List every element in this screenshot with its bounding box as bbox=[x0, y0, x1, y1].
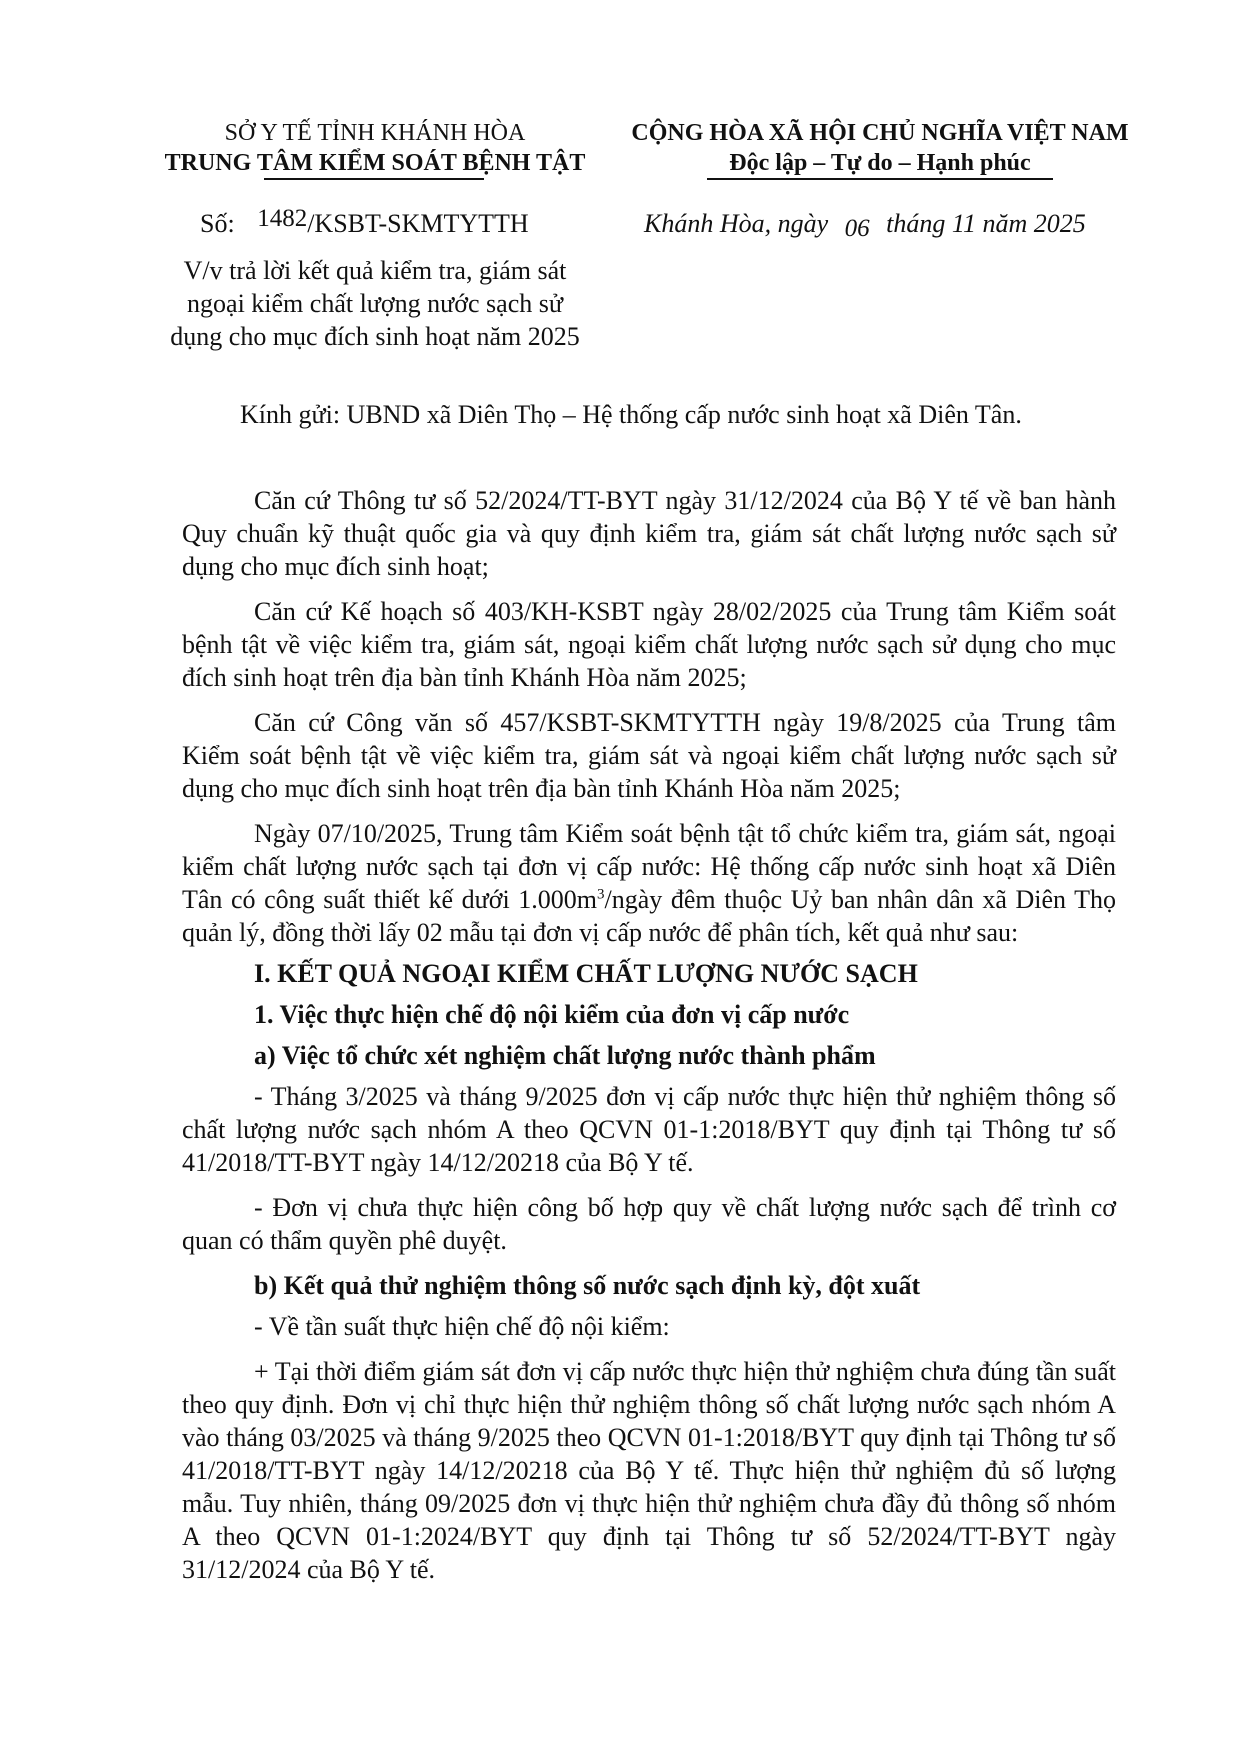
paragraph-legal-basis-2: Căn cứ Kế hoạch số 403/KH-KSBT ngày 28/02/2025 của Trung tâm Kiểm soát bệnh tật về việc kiểm tra, giám sát, ngoại kiểm chất lượng nước sạch sử dụng cho mục đích sinh hoạt trên địa bàn tỉnh Khánh Hòa năm 2025; bbox=[182, 597, 1116, 692]
national-title: CỘNG HÒA XÃ HỘI CHỦ NGHĨA VIỆT NAM bbox=[631, 120, 1129, 146]
subject bbox=[140, 254, 610, 353]
subject-line-2: ngoại kiểm chất lượng nước sạch sử bbox=[187, 289, 563, 318]
paragraph-legal-basis-1: Căn cứ Thông tư số 52/2024/TT-BYT ngày 31/12/2024 của Bộ Y tế về ban hành Quy chuẩn kỹ thuật quốc gia và quy định kiểm tra, giám sát chất lượng nước sạch sử dụng cho mục đích sinh hoạt; bbox=[182, 486, 1116, 581]
subject-line-1: V/v trả lời kết quả kiểm tra, giám sát bbox=[183, 256, 567, 285]
doc-number-value: 1482 bbox=[257, 205, 308, 232]
national-motto: Độc lập – Tự do – Hạnh phúc bbox=[729, 150, 1031, 176]
recipient: Kính gửi: UBND xã Diên Thọ – Hệ thống cấp nước sinh hoạt xã Diên Tân. bbox=[240, 400, 1022, 429]
agency-underline bbox=[264, 178, 484, 180]
paragraph-certification: - Đơn vị chưa thực hiện công bố hợp quy về chất lượng nước sạch để trình cơ quan có thẩm quyền phê duyệt. bbox=[182, 1193, 1116, 1255]
heading-subsection-1: 1. Việc thực hiện chế độ nội kiểm của đơn vị cấp nước bbox=[254, 1000, 850, 1029]
date-day: 06 bbox=[844, 215, 870, 242]
inspection-text-b: /ngày đêm thuộc Uỷ ban nhân dân xã Diên Thọ quản lý, đồng thời lấy 02 mẫu tại đơn vị cấp nước để phân tích, kết quả như sau: bbox=[182, 885, 1116, 947]
date-prefix: Khánh Hòa, ngày bbox=[644, 209, 829, 238]
date-suffix: tháng 11 năm 2025 bbox=[886, 209, 1086, 238]
paragraph-frequency: - Về tần suất thực hiện chế độ nội kiểm: bbox=[254, 1312, 670, 1341]
heading-item-b: b) Kết quả thử nghiệm thông số nước sạch định kỳ, đột xuất bbox=[254, 1271, 921, 1300]
unit-superscript: 3 bbox=[597, 886, 605, 903]
motto-underline bbox=[707, 178, 1053, 180]
national-header bbox=[615, 118, 1145, 178]
document-number bbox=[200, 205, 529, 241]
inspection-text-a: Ngày 07/10/2025, Trung tâm Kiểm soát bệnh tật tổ chức kiểm tra, giám sát, ngoại kiểm chất lượng nước sạch tại đơn vị cấp nước: Hệ thống cấp nước sinh hoạt xã Diên Tân có công suất thiết kế dưới 1.000m bbox=[182, 819, 1116, 914]
heading-item-a: a) Việc tổ chức xét nghiệm chất lượng nước thành phẩm bbox=[254, 1041, 876, 1070]
paragraph-inspection bbox=[182, 817, 1116, 949]
doc-number-prefix: Số: bbox=[200, 209, 235, 238]
issuing-agency: TRUNG TÂM KIỂM SOÁT BỆNH TẬT bbox=[164, 150, 586, 176]
parent-agency: SỞ Y TẾ TỈNH KHÁNH HÒA bbox=[224, 120, 526, 146]
agency-header bbox=[140, 118, 610, 178]
subject-line-3: dụng cho mục đích sinh hoạt năm 2025 bbox=[170, 322, 580, 351]
heading-section-1: I. KẾT QUẢ NGOẠI KIỂM CHẤT LƯỢNG NƯỚC SẠCH bbox=[254, 959, 918, 988]
paragraph-testing: - Tháng 3/2025 và tháng 9/2025 đơn vị cấp nước thực hiện thử nghiệm thông số chất lượng nước sạch nhóm A theo QCVN 01-1:2018/BYT quy định tại Thông tư số 41/2018/TT-BYT ngày 14/12/20218 của Bộ Y tế. bbox=[182, 1082, 1116, 1177]
date-line bbox=[644, 208, 1086, 241]
doc-number-suffix: /KSBT-SKMTYTTH bbox=[307, 209, 529, 238]
paragraph-legal-basis-3: Căn cứ Công văn số 457/KSBT-SKMTYTTH ngày 19/8/2025 của Trung tâm Kiểm soát bệnh tật về việc kiểm tra, giám sát và ngoại kiểm chất lượng nước sạch sử dụng cho mục đích sinh hoạt trên địa bàn tỉnh Khánh Hòa năm 2025; bbox=[182, 708, 1116, 803]
document-body bbox=[182, 484, 1116, 1586]
paragraph-frequency-detail: + Tại thời điểm giám sát đơn vị cấp nước thực hiện thử nghiệm chưa đúng tần suất theo quy định. Đơn vị chỉ thực hiện thử nghiệm thông số chất lượng nước sạch nhóm A vào tháng 03/2025 và tháng 9/2025 theo QCVN 01-1:2018/BYT quy định tại Thông tư số 41/2018/TT-BYT ngày 14/12/20218 của Bộ Y tế. Thực hiện thử nghiệm đủ số lượng mẫu. Tuy nhiên, tháng 09/2025 đơn vị thực hiện thử nghiệm chưa đầy đủ thông số nhóm A theo QCVN 01-1:2024/BYT quy định tại Thông tư số 52/2024/TT-BYT ngày 31/12/2024 của Bộ Y tế. bbox=[182, 1357, 1116, 1584]
